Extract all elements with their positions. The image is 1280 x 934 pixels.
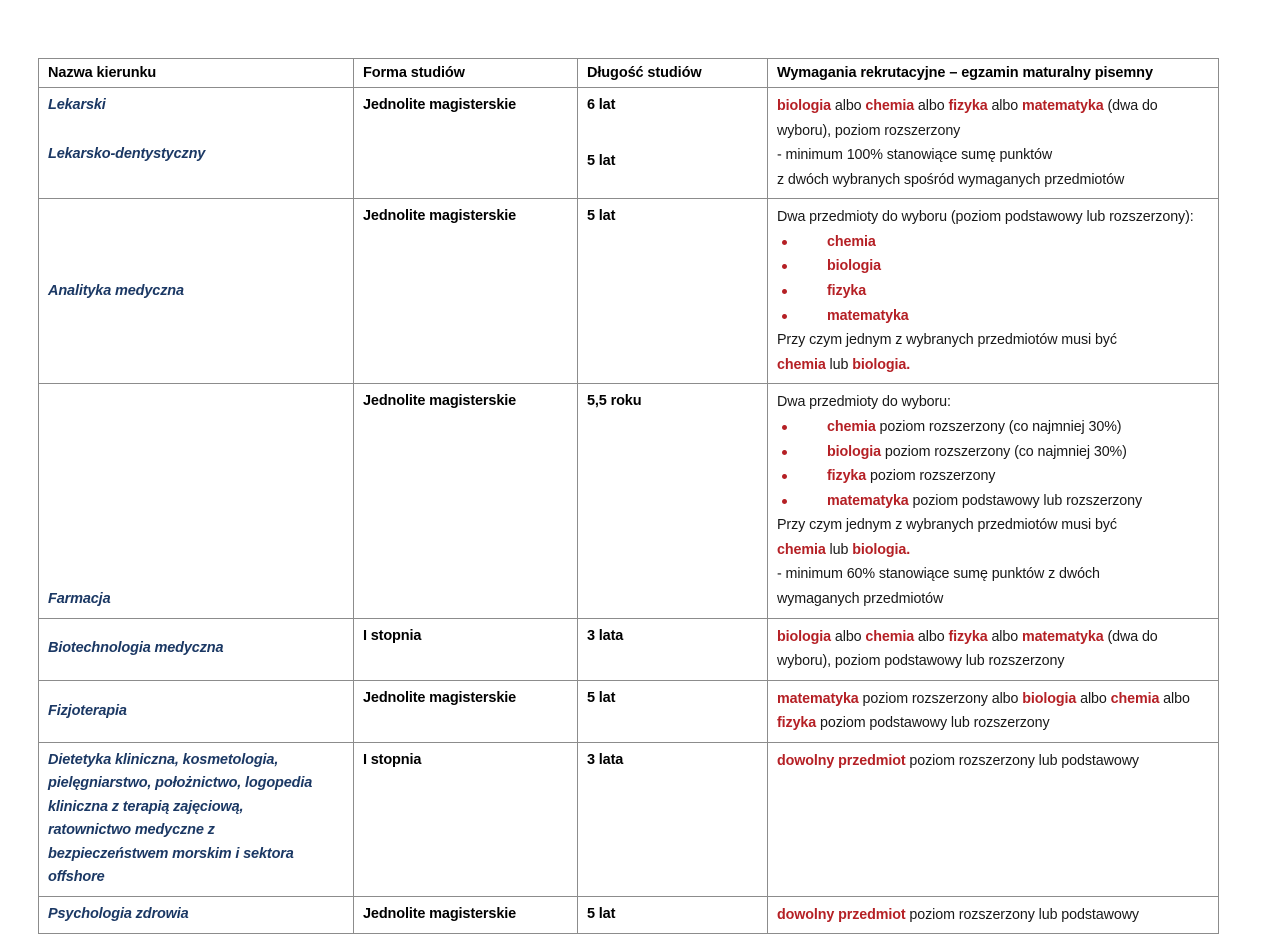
study-form-cell: Jednolite magisterskie [354, 896, 578, 934]
column-header-length: Długość studiów [578, 59, 768, 88]
course-name-line: Biotechnologia medyczna [48, 640, 224, 657]
subject-name: biologia [1022, 690, 1077, 707]
study-form-cell: I stopnia [354, 742, 578, 896]
requirements-cell [768, 896, 1219, 934]
requirement-text: albo [914, 98, 949, 114]
subject-level: poziom podstawowy lub rozszerzony [908, 492, 1143, 509]
study-length-cell [578, 384, 768, 618]
requirement-note: z dwóch wybranych spośród wymaganych przedmiotów [777, 171, 1125, 188]
course-name-cell [39, 618, 354, 680]
requirements-cell [768, 618, 1219, 680]
table-row [39, 199, 1219, 384]
course-name-line: ratownictwo medyczne z [48, 822, 215, 839]
requirement-text: albo [987, 98, 1022, 114]
requirement-condition: Przy czym jednym z wybranych przedmiotów musi być [777, 517, 1117, 534]
study-form-cell: Jednolite magisterskie [354, 384, 578, 618]
subject-name: matematyka [1021, 98, 1104, 114]
requirement-text: albo [1076, 690, 1111, 707]
requirement-text: albo [987, 628, 1022, 645]
requirement-paragraph [777, 625, 1210, 674]
subject-name: matematyka [827, 307, 909, 324]
requirement-text: lub [825, 356, 853, 373]
study-form-cell: Jednolite magisterskie [354, 88, 578, 199]
study-form-cell: Jednolite magisterskie [354, 199, 578, 384]
requirement-note: - minimum 100% stanowiące sumę punktów [777, 147, 1053, 164]
requirement-text: (dwa do wyboru), poziom podstawowy lub rozszerzony [777, 628, 1158, 670]
requirement-text: poziom rozszerzony lub podstawowy [905, 752, 1139, 769]
study-length-line: 3 lata [587, 627, 624, 644]
subject-list-item [777, 489, 1210, 514]
requirements-cell [768, 742, 1219, 896]
course-name-cell [39, 680, 354, 742]
study-length-cell [578, 896, 768, 934]
study-length-cell [578, 618, 768, 680]
course-name-cell [39, 199, 354, 384]
subject-name: biologia [777, 98, 832, 114]
requirements-cell [768, 680, 1219, 742]
study-length-cell [578, 742, 768, 896]
subject-list-item [777, 304, 1210, 329]
subject-name: biologia [827, 443, 882, 460]
table-row [39, 680, 1219, 742]
subject-name: fizyka [948, 98, 988, 114]
subject-name: biologia [827, 258, 882, 275]
subject-name: biologia. [852, 541, 911, 558]
subject-name: fizyka [777, 715, 817, 732]
subject-name: chemia [777, 356, 826, 373]
requirement-text: poziom rozszerzony albo [858, 690, 1023, 707]
requirement-note: - minimum 60% stanowiące sumę punktów z dwóch [777, 566, 1100, 583]
subject-list-item [777, 464, 1210, 489]
subject-name: fizyka [948, 628, 988, 645]
study-length-cell [578, 680, 768, 742]
table-row [39, 742, 1219, 896]
study-length-line: 6 lat [587, 97, 616, 113]
subject-list-item [777, 415, 1210, 440]
requirement-text: albo [1159, 690, 1190, 707]
course-name-line: Analityka medyczna [48, 282, 184, 299]
subject-name: chemia [1110, 690, 1160, 707]
requirement-paragraph [777, 749, 1210, 774]
subject-name: matematyka [1021, 628, 1104, 645]
study-length-cell [578, 199, 768, 384]
study-form-cell: I stopnia [354, 618, 578, 680]
requirement-condition-subjects [777, 353, 1210, 378]
subject-name: dowolny przedmiot [777, 906, 906, 923]
subject-name: biologia [777, 628, 832, 645]
subject-name: chemia [827, 233, 876, 250]
subject-name: fizyka [827, 283, 867, 300]
subject-level: poziom rozszerzony (co najmniej 30%) [881, 443, 1127, 460]
requirement-text: albo [914, 628, 949, 645]
course-name-line: Lekarski [48, 97, 106, 113]
requirements-cell [768, 88, 1219, 199]
course-name-cell [39, 88, 354, 199]
study-length-line: 5 lat [587, 208, 616, 225]
requirement-condition-subjects [777, 538, 1210, 563]
subject-list [777, 230, 1210, 328]
requirement-lead: Dwa przedmioty do wyboru: [777, 394, 951, 411]
study-length-line: 5 lat [587, 153, 616, 170]
course-name-line: Dietetyka kliniczna, kosmetologia, [48, 751, 279, 768]
requirement-text: lub [825, 541, 853, 558]
subject-name: matematyka [827, 492, 909, 509]
course-name-line: Lekarsko-dentystyczny [48, 146, 206, 163]
subject-list-item [777, 440, 1210, 465]
requirement-lead: Dwa przedmioty do wyboru (poziom podstawowy lub rozszerzony): [777, 209, 1194, 226]
course-name-line: Fizjoterapia [48, 702, 127, 719]
column-header-form: Forma studiów [354, 59, 578, 88]
subject-name: biologia. [852, 356, 911, 373]
requirements-cell [768, 384, 1219, 618]
subject-name: dowolny przedmiot [777, 752, 906, 769]
study-length-line: 5,5 roku [587, 393, 642, 410]
table-header [39, 59, 1219, 88]
table-header-row [39, 59, 1219, 88]
study-length-cell [578, 88, 768, 199]
study-length-line: 5 lat [587, 689, 616, 706]
table-row [39, 384, 1219, 618]
course-name-line: bezpieczeństwem morskim i sektora [48, 845, 294, 862]
admissions-requirements-table [38, 58, 1219, 934]
subject-name: chemia [865, 98, 915, 114]
subject-list-item [777, 279, 1210, 304]
column-header-name: Nazwa kierunku [39, 59, 354, 88]
requirement-text: albo [831, 98, 866, 114]
table-row [39, 618, 1219, 680]
subject-name: chemia [777, 541, 826, 558]
subject-name: fizyka [827, 468, 867, 485]
requirement-text: poziom podstawowy lub rozszerzony [816, 715, 1050, 732]
requirement-text: (dwa do wyboru), poziom rozszerzony [777, 98, 1158, 139]
table-row [39, 896, 1219, 934]
course-name-line: kliniczna z terapią zajęciową, [48, 798, 244, 815]
requirement-paragraph [777, 94, 1210, 143]
study-length-line: 3 lata [587, 751, 624, 768]
course-name-cell [39, 742, 354, 896]
requirement-paragraph [777, 687, 1210, 736]
study-length-line: 5 lat [587, 905, 616, 922]
course-name-line: Farmacja [48, 591, 111, 608]
subject-list-item [777, 254, 1210, 279]
course-name-cell [39, 896, 354, 934]
requirement-note: wymaganych przedmiotów [777, 590, 944, 607]
subject-name: chemia [865, 628, 915, 645]
study-form-cell: Jednolite magisterskie [354, 680, 578, 742]
requirement-text: poziom rozszerzony lub podstawowy [905, 906, 1139, 923]
requirement-condition: Przy czym jednym z wybranych przedmiotów musi być [777, 332, 1117, 349]
requirement-paragraph [777, 903, 1210, 928]
requirements-cell [768, 199, 1219, 384]
table-body [39, 88, 1219, 934]
subject-list [777, 415, 1210, 513]
course-name-line: offshore [48, 869, 105, 886]
subject-level: poziom rozszerzony (co najmniej 30%) [875, 418, 1122, 435]
requirement-text: albo [831, 628, 866, 645]
column-header-requirements: Wymagania rekrutacyjne – egzamin maturalny pisemny [768, 59, 1219, 88]
subject-level: poziom rozszerzony [866, 468, 996, 485]
table-row [39, 88, 1219, 199]
course-name-line: Psychologia zdrowia [48, 906, 189, 923]
subject-name: matematyka [777, 690, 859, 707]
course-name-cell [39, 384, 354, 618]
course-name-line: pielęgniarstwo, położnictwo, logopedia [48, 775, 313, 792]
subject-list-item [777, 230, 1210, 255]
subject-name: chemia [827, 418, 876, 435]
